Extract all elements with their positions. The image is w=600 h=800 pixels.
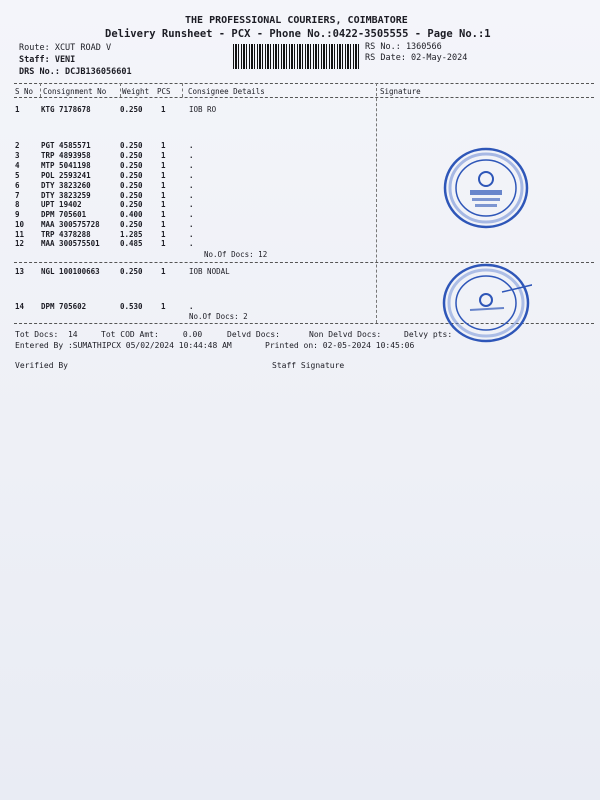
cell-consignee: . [189,151,194,160]
cell-consignment: KTG 7178678 [41,105,91,114]
cell-weight: 0.250 [120,191,143,200]
delivery-points: Delvy pts: [404,330,453,339]
cell-consignment: DPM 705601 [41,210,87,219]
cell-consignee: . [189,200,194,209]
cell-consignment: DTY 3823259 [41,191,91,200]
col-header-signature: Signature [380,87,421,96]
total-cod-amount: Tot COD Amt: 0.00 [101,330,203,339]
cell-consignee: . [189,161,194,170]
cell-consignee: . [189,220,194,229]
cell-sno: 9 [15,210,20,219]
cell-pcs: 1 [161,239,166,248]
cell-weight: 0.250 [120,220,143,229]
rs-date: RS Date: 02-May-2024 [365,53,468,63]
staff-signature-label: Staff Signature [272,361,345,370]
col-divider [182,83,183,97]
cell-pcs: 1 [161,151,166,160]
cell-pcs: 1 [161,200,166,209]
cell-sno: 1 [15,105,20,114]
cell-consignment: TRP 4893958 [41,151,91,160]
cell-sno: 8 [15,200,20,209]
cell-weight: 0.400 [120,210,143,219]
cell-pcs: 1 [161,105,166,114]
col-header-consignee: Consignee Details [188,87,265,96]
group1-doc-count: No.Of Docs: 12 [204,250,268,259]
col-header-sno: S No [15,87,34,96]
cell-weight: 0.250 [120,141,143,150]
cell-sno: 3 [15,151,20,160]
cell-pcs: 1 [161,181,166,190]
cell-pcs: 1 [161,302,166,311]
header-bottom-rule [14,97,594,98]
cell-weight: 0.250 [120,105,143,114]
cell-sno: 2 [15,141,20,150]
signature-col-divider [376,83,377,323]
col-divider [40,83,41,97]
cell-pcs: 1 [161,161,166,170]
cell-consignment: MAA 300575728 [41,220,100,229]
cell-sno: 5 [15,171,20,180]
barcode-image [233,44,360,69]
printed-on: Printed on: 02-05-2024 10:45:06 [265,341,415,350]
cell-consignee: . [189,239,194,248]
cell-pcs: 1 [161,141,166,150]
route-label: Route: XCUT ROAD V [19,43,112,53]
runsheet-subtitle: Delivery Runsheet - PCX - Phone No.:0422-3505555 - Page No.:1 [105,28,491,40]
cell-consignee: IOB RO [189,105,217,114]
cell-consignment: TRP 4378288 [41,230,91,239]
table-top-rule [14,83,594,84]
col-divider [120,83,121,97]
cell-consignment: MAA 300575501 [41,239,100,248]
nodal-office-stamp [440,262,532,344]
cell-sno: 12 [15,239,25,248]
cell-sno: 7 [15,191,20,200]
cell-weight: 0.250 [120,267,143,276]
cell-weight: 0.250 [120,151,143,160]
cell-pcs: 1 [161,230,166,239]
cell-sno: 11 [15,230,25,239]
staff-label: Staff: VENI [19,55,76,65]
cell-consignee: . [189,191,194,200]
col-header-weight: Weight [122,87,150,96]
cell-weight: 0.250 [120,181,143,190]
drs-number: DRS No.: DCJB136056601 [19,67,132,77]
cell-weight: 0.250 [120,200,143,209]
cell-pcs: 1 [161,220,166,229]
cell-pcs: 1 [161,267,166,276]
cell-sno: 4 [15,161,20,170]
cell-pcs: 1 [161,191,166,200]
cell-consignment: DPM 705602 [41,302,87,311]
cell-weight: 1.285 [120,230,143,239]
cell-weight: 0.530 [120,302,143,311]
non-delivered-docs: Non Delvd Docs: [309,330,382,339]
cell-weight: 0.250 [120,171,143,180]
company-title: THE PROFESSIONAL COURIERS, COIMBATORE [185,15,408,26]
cell-sno: 13 [15,267,25,276]
cell-consignment: POL 2593241 [41,171,91,180]
total-docs: Tot Docs: 14 [15,330,78,339]
cell-consignment: DTY 3823260 [41,181,91,190]
cell-consignee: IOB NODAL [189,267,230,276]
regional-office-stamp [442,146,530,230]
cell-consignment: NGL 100100663 [41,267,100,276]
cell-weight: 0.485 [120,239,143,248]
cell-consignment: PGT 4585571 [41,141,91,150]
cell-sno: 14 [15,302,25,311]
cell-consignee: . [189,171,194,180]
delivered-docs: Delvd Docs: [227,330,280,339]
cell-consignee: . [189,181,194,190]
cell-consignee: . [189,302,194,311]
cell-consignment: UPT 19402 [41,200,82,209]
entered-by: Entered By :SUMATHIPCX 05/02/2024 10:44:48 AM [15,341,232,350]
cell-consignee: . [189,210,194,219]
cell-pcs: 1 [161,171,166,180]
col-header-consignment: Consignment No [43,87,107,96]
cell-consignee: . [189,230,194,239]
col-header-pcs: PCS [157,87,171,96]
cell-sno: 10 [15,220,25,229]
cell-consignee: . [189,141,194,150]
group2-doc-count: No.Of Docs: 2 [189,312,248,321]
cell-consignment: MTP 5041198 [41,161,91,170]
cell-weight: 0.250 [120,161,143,170]
cell-pcs: 1 [161,210,166,219]
verified-by-label: Verified By [15,361,68,370]
rs-number: RS No.: 1360566 [365,42,442,52]
cell-sno: 6 [15,181,20,190]
